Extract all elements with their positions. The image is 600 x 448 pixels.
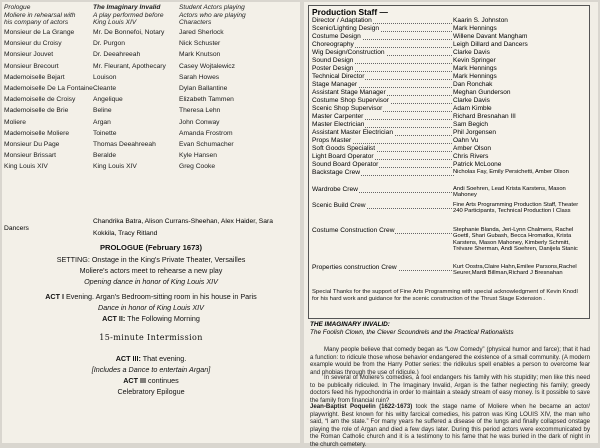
staff-name: Mark Hennings	[453, 25, 588, 32]
staff-role-label: Backstage Crew	[312, 169, 361, 176]
header-line: The Imaginary Invalid	[93, 4, 161, 11]
staff-role-label: Scenic Build Crew	[312, 202, 366, 209]
staff-role-label: Soft Goods Specialist	[312, 145, 376, 152]
cast-row	[2, 152, 298, 163]
actor-name: Nick Schuster	[179, 40, 221, 48]
cast-row	[2, 130, 298, 141]
prologue-role: Monsieur Brecourt	[4, 62, 59, 70]
header-line: A play performed before	[93, 11, 164, 19]
staff-role	[312, 17, 373, 25]
staff-role-label: Properties construction Crew	[312, 264, 397, 271]
staff-name: Clarke Davis	[453, 49, 588, 56]
act1-dance: Dance in honor of King Louis XIV	[98, 303, 204, 312]
header-line: Prologue	[4, 4, 31, 11]
prologue-role: Moliere	[4, 118, 26, 126]
play-role: Thomas Deeahreeah	[93, 141, 156, 148]
staff-name: Clarke Davis	[453, 97, 588, 104]
dancers-names: Chandrika Batra, Alison Currans-Sheehan, Alex Haider, Sara Kokkila, Tracy Ritland	[93, 218, 273, 237]
staff-role	[312, 105, 383, 113]
staff-role	[312, 97, 390, 105]
staff-role-label: Stage Manager	[312, 81, 358, 88]
staff-name: Fine Arts Programming Production Staff, Theater 240 Participants, Technical Production I Class	[453, 202, 588, 215]
staff-role-label: Costume Shop Supervisor	[312, 97, 389, 104]
staff-name: Kaarin S. Johnston	[453, 17, 588, 24]
setting-line-3: Opening dance in honor of King Louis XIV	[84, 277, 218, 286]
staff-name: Stephanie Blanda, Jeri-Lynn Chalmers, Rachel Goettl, Shari Gubash, Becca Hromatka, Krista Karstens, Mason Mahoney, Kimberly Schmitt, Trévare Sherman, Andi Soehren, Danijela Stanic	[453, 227, 588, 252]
staff-role-label: Wig Design/Construction	[312, 49, 385, 56]
staff-role	[312, 33, 362, 41]
play-role: Dr. Deeahreeah	[93, 51, 141, 59]
staff-name: Richard Bresnahan III	[453, 113, 588, 120]
staff-role	[312, 186, 359, 194]
staff-name: Adam Kimble	[453, 105, 588, 112]
play-role: Mr. De Bonnefoi, Notary	[93, 29, 165, 36]
prologue-role: Mademoiselle De La Fontaine	[4, 85, 93, 92]
article-para-3: Jean-Baptist Poquelin (1622-1673) took the stage name of Moliere when he became an actor/ playwright. Best known for his witty farcical comedies, his patron was King LOUIS XIV, the man who said, “I am the state.” For many years he suffered a disease of the lungs and finally collapsed onstage playing the role of Argan and died a few days later. During this period actors were excommunicated by the Roman Catholic church and it is a testimony to his fame that he was buried in the dark of night in the church cemetery.	[310, 403, 590, 448]
header-line: King Louis XIV	[93, 19, 137, 27]
act3-continues: ACT III continues	[123, 376, 179, 385]
prologue-role: Monsieur de La Grange	[4, 29, 75, 36]
play-role: Dr. Purgon	[93, 40, 125, 48]
staff-role	[312, 49, 386, 57]
staff-role-label: Master Carpenter	[312, 113, 364, 120]
prologue-role: Monsieur du Croisy	[4, 40, 62, 48]
prologue-role: Mademoiselle Bejart	[4, 73, 65, 81]
staff-name: Mark Hennings	[453, 73, 588, 80]
actor-name: Kyle Hansen	[179, 152, 217, 160]
article-para-1: Many people believe that comedy began as “Low Comedy” (physical humor and farce); that it had a function: to ridicule those whose behavior endangered the existence of a small community. (A modern example would be from the Harry Potter series: the ridikulus spell enables a person to overcome fear and phobias through the use of ridicule.)	[310, 346, 590, 376]
play-role: Mr. Fleurant, Apothecary	[93, 62, 166, 70]
actor-name: Elizabeth Tammen	[179, 96, 234, 104]
header-line: Actors who are playing	[179, 11, 246, 19]
cast-row	[2, 63, 298, 74]
cast-row	[2, 141, 298, 152]
staff-role-label: Technical Director	[312, 73, 365, 80]
prologue-role: Monsieur Du Page	[4, 141, 60, 148]
staff-role-label: Choreography	[312, 41, 354, 48]
staff-role-label: Director / Adaptation	[312, 17, 372, 24]
play-role: Beralde	[93, 152, 117, 160]
cast-row	[2, 85, 298, 96]
cast-header-students	[179, 4, 246, 27]
staff-name: Nicholas Fay, Emily Persichetti, Amber Olson	[453, 169, 588, 175]
staff-name: Chris Rivers	[453, 153, 588, 160]
staff-role	[312, 227, 395, 235]
staff-role	[312, 121, 365, 129]
play-role: Argan	[93, 118, 111, 126]
staff-role	[312, 25, 380, 33]
header-line: his company of actors	[4, 19, 69, 27]
staff-role-label: Sound Board Operator	[312, 161, 379, 168]
staff-role-label: Props Master	[312, 137, 352, 144]
cast-row	[2, 96, 298, 107]
staff-role-label: Costume Design	[312, 33, 361, 40]
staff-name: Sam Begich	[453, 121, 588, 128]
staff-name: Dan Ronchak	[453, 81, 588, 88]
staff-name: Phil Jorgensen	[453, 129, 588, 136]
special-thanks: Special Thanks for the support of Fine Arts Programming with special acknowledgment of Kevin Knodl for his hard work and guidance for the scenic construction of the Thrust Stage Extension .	[312, 289, 578, 302]
header-line: Moliere in rehearsal with	[4, 11, 76, 19]
cast-row	[2, 107, 298, 118]
right-page	[304, 2, 598, 448]
cast-row	[2, 29, 298, 40]
left-page	[2, 2, 300, 443]
staff-role-label: Assistant Master Electrician	[312, 129, 393, 136]
prologue-role: Monsieur Jouvet	[4, 51, 54, 59]
prologue-role: Mademoiselle Moliere	[4, 129, 70, 137]
staff-name: Andi Soehren, Lead Krista Karstens, Mason Mahoney	[453, 186, 588, 199]
staff-role	[312, 161, 379, 169]
act1-line: ACT I Evening. Argan's Bedroom-sitting room in his house in Paris	[45, 292, 257, 301]
staff-role	[312, 202, 367, 210]
staff-name: Amber Olson	[453, 145, 588, 152]
article-subtitle: The Foolish Clown, the Clever Scoundrels and the Practical Rationalists	[310, 329, 514, 336]
epilogue: Celebratory Epilogue	[117, 387, 185, 396]
play-role: King Louis XIV	[93, 163, 137, 171]
act2-line: ACT II: The Following Morning	[102, 314, 200, 323]
staff-name: Meghan Gunderson	[453, 89, 588, 96]
staff-name: Patrick McLoone	[453, 161, 588, 168]
staff-name: Oahn Vu	[453, 137, 588, 144]
prologue-role: Mademoiselle de Croisy	[4, 96, 76, 104]
staff-role-label: Wardrobe Crew	[312, 186, 358, 193]
staff-role-label: Assistant Stage Manager	[312, 89, 386, 96]
staff-role-label: Scenic/Lighting Design	[312, 25, 380, 32]
staff-title: Production Staff —	[312, 7, 388, 17]
dancers-label: Dancers	[4, 225, 29, 232]
staff-role	[312, 65, 354, 73]
play-role: Toinette	[93, 129, 117, 137]
play-role: Beline	[93, 107, 112, 115]
staff-role-label: Sound Design	[312, 57, 354, 64]
cast-row	[2, 119, 298, 130]
actor-name: Dylan Ballantine	[179, 85, 228, 92]
staff-role	[312, 145, 376, 153]
setting-line-2: Moliere's actors meet to rehearse a new play	[79, 266, 223, 275]
staff-role-label: Poster Design	[312, 65, 354, 72]
staff-role	[312, 264, 398, 272]
staff-role-label: Scenic Shop Supervisor	[312, 105, 383, 112]
staff-name: Mark Hennings	[453, 65, 588, 72]
act3-line: ACT III: That evening.	[115, 354, 187, 363]
actor-name: Theresa Lehn	[179, 107, 221, 115]
actor-name: John Conway	[179, 118, 220, 126]
act3-dance: [Includes a Dance to entertain Argan]	[91, 365, 211, 374]
staff-name: Kevin Springer	[453, 57, 588, 64]
staff-role	[312, 89, 387, 97]
play-role: Angelique	[93, 96, 123, 104]
article-para-2: In several of Moliere's comedies, a fool endangers his family with his stupidity; men like this need to be publically ridiculed. In The Imaginary Invalid, Argan is the father neglecting his family; greedy doctors feed his hypochondria in order to maintain a steady stream of easy money. Is it possible to save the family from financial ruin?	[310, 374, 590, 404]
staff-role-label: Light Board Operator	[312, 153, 374, 160]
setting-line: SETTING: Onstage in the King's Private Theater, Versailles	[56, 255, 246, 264]
staff-role	[312, 137, 352, 145]
header-line: Characters	[179, 19, 212, 27]
staff-role	[312, 169, 361, 177]
actor-name: Greg Cooke	[179, 163, 216, 171]
prologue-title: PROLOGUE (February 1673)	[99, 243, 203, 252]
actor-name: Sarah Howes	[179, 73, 220, 81]
cast-row	[2, 163, 298, 174]
play-role: Cleante	[93, 85, 117, 92]
staff-role	[312, 129, 394, 137]
actor-name: Amanda Frostrom	[179, 129, 233, 137]
staff-role	[312, 41, 355, 49]
staff-name: Willene Davant Mangham	[453, 33, 588, 40]
cast-header-prologue	[4, 4, 75, 27]
intermission: 15-minute Intermission	[99, 333, 203, 342]
actor-name: Casey Wojtalewicz	[179, 62, 235, 70]
staff-role	[312, 153, 375, 161]
prologue-role: Mademoiselle de Brie	[4, 107, 69, 115]
cast-header-play	[93, 4, 164, 27]
header-line: Student Actors playing	[179, 4, 245, 11]
staff-name: Kurt Oostra,Claire Hahn,Emilee Parsons,Rachel Seurer,Mardi Billman,Richard J Bresnahan	[453, 264, 588, 277]
cast-row	[2, 51, 298, 62]
actor-name: Mark Knutson	[179, 51, 221, 59]
staff-role-label: Costume Construction Crew	[312, 227, 395, 234]
play-role: Louison	[93, 73, 117, 81]
cast-row	[2, 74, 298, 85]
staff-role	[312, 57, 354, 65]
article-title: THE IMAGINARY INVALID:	[310, 321, 390, 328]
staff-name: Leigh Dillard and Dancers	[453, 41, 588, 48]
cast-row	[2, 40, 298, 51]
production-staff-box	[308, 5, 590, 319]
prologue-role: Monsieur Brissart	[4, 152, 57, 160]
prologue-role: King Louis XIV	[4, 163, 48, 171]
staff-role-label: Master Electrician	[312, 121, 365, 128]
actor-name: Jared Sherlock	[179, 29, 224, 36]
staff-role	[312, 73, 365, 81]
staff-role	[312, 113, 364, 121]
actor-name: Evan Schumacher	[179, 141, 234, 148]
staff-role	[312, 81, 358, 89]
